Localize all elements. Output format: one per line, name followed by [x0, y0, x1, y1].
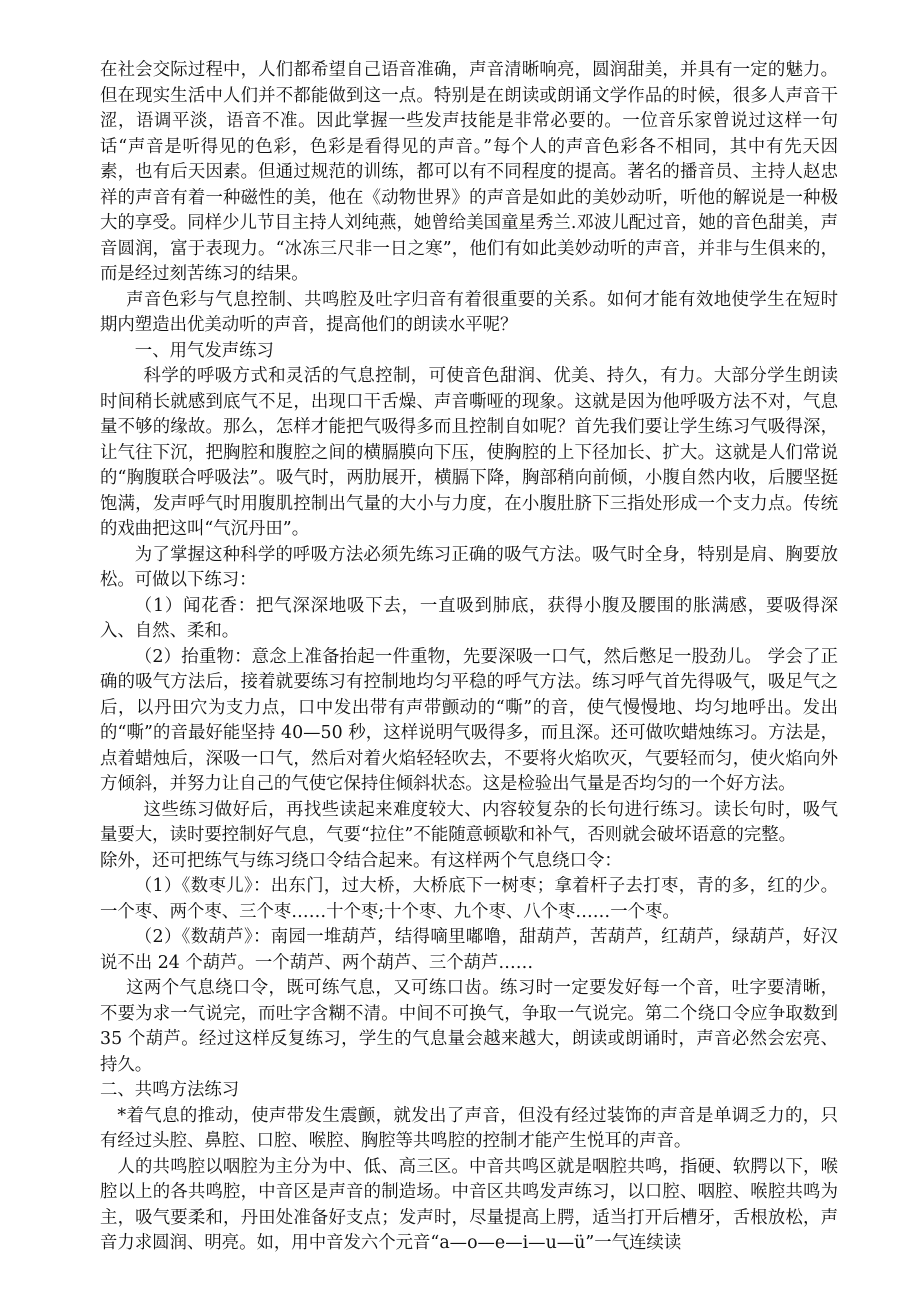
paragraph-long-sentences: 这些练习做好后，再找些读起来难度较大、内容较复杂的长句进行练习。读长句时，吸气量要大，读时要控制好气息，气要“拉住”不能随意顿歇和补气，否则就会破坏语意的完整。: [100, 799, 838, 845]
paragraph-tongue-twister-intro: 除外，还可把练气与练习绕口令结合起来。有这样两个气息绕口令：: [100, 850, 622, 871]
paragraph-tongue-twister-2: （2）《数葫芦》：南园一堆葫芦，结得嘀里嘟噜，甜葫芦，苦葫芦，红葫芦，绿葫芦，好汉说不出 24 个葫芦。一个葫芦、两个葫芦、三个葫芦……: [100, 927, 838, 973]
paragraph-tongue-twister-summary: 这两个气息绕口令，既可练气息，又可练口齿。练习时一定要发好每一个音，吐字要清晰，不要为求一气说完，而吐字含糊不清。中间不可换气，争取一气说完。第二个绕口令应争取数到 35 个葫芦。经过这样反复练习，学生的气息量会越来越大，朗读或朗诵时，声音必然会宏亮、持久。: [100, 978, 838, 1075]
paragraph-breathing-method: 科学的呼吸方式和灵活的气息控制，可使音色甜润、优美、持久，有力。大部分学生朗读时间稍长就感到底气不足，出现口干舌燥、声音嘶哑的现象。这就是因为他呼吸方法不对，气息量不够的缘故。那么，怎样才能把气吸得多而且控制自如呢？首先我们要让学生练习气吸得深，让气往下沉，把胸腔和腹腔之间的横膈膜向下压，使胸腔的上下径加长、扩大。这就是人们常说的“胸腹联合呼吸法”。吸气时，两肋展开，横膈下降，胸部稍向前倾，小腹自然内收，后腰坚挺饱满，发声呼气时用腹肌控制出气量的大小与力度，在小腹肚脐下三指处形成一个支力点。传统的戏曲把这叫“气沉丹田”。: [100, 366, 838, 539]
paragraph-exercise-1: （1）闻花香：把气深深地吸下去，一直吸到肺底，获得小腹及腰围的胀满感，要吸得深入、自然、柔和。: [100, 595, 838, 641]
paragraph-voice-color: 声音色彩与气息控制、共鸣腔及吐字归音有着很重要的关系。如何才能有效地使学生在短时期内塑造出优美动听的声音，提高他们的朗读水平呢？: [100, 289, 838, 335]
paragraph-tongue-twister-1: （1）《数枣儿》：出东门，过大桥，大桥底下一树枣；拿着杆子去打枣，青的多，红的少。一个枣、两个枣、三个枣……十个枣;十个枣、九个枣、八个枣……一个枣。: [100, 876, 838, 922]
paragraph-resonance-intro: *着气息的推动，使声带发生震颤，就发出了声音，但没有经过装饰的声音是单调乏力的，只有经过头腔、鼻腔、口腔、喉腔、胸腔等共鸣腔的控制才能产生悦耳的声音。: [100, 1105, 838, 1151]
section-heading-resonance: 二、共鸣方法练习: [100, 1080, 240, 1100]
paragraph-exercise-2: （2）抬重物：意念上准备抬起一件重物，先要深吸一口气，然后憋足一股劲儿。 学会了正确的吸气方法后，接着就要练习有控制地均匀平稳的呼气方法。练习呼气首先得吸气，吸足气之后，以丹田穴为支力点，口中发出带有声带颤动的“嘶”的音，使气慢慢地、均匀地呼出。发出的“嘶”的音最好能坚持 40—50 秒，这样说明气吸得多，而且深。还可做吹蜡烛练习。方法是，点着蜡烛后，深吸一口气，然后对着火焰轻轻吹去，不要将火焰吹灭，气要轻而匀，使火焰向外方倾斜，并努力让自己的气使它保持住倾斜状态。这是检验出气量是否均匀的一个好方法。: [100, 646, 838, 794]
section-heading-breathing: 一、用气发声练习: [134, 340, 274, 361]
paragraph-intro: 在社会交际过程中，人们都希望自己语音准确，声音清晰响亮，圆润甜美，并具有一定的魅力。但在现实生活中人们并不都能做到这一点。特别是在朗读或朗诵文学作品的时候，很多人声音干涩，语调平淡，语音不准。因此掌握一些发声技能是非常必要的。一位音乐家曾说过这样一句话“声音是听得见的色彩，色彩是看得见的声音。”每个人的声音色彩各不相同，其中有先天因素，也有后天因素。但通过规范的训练，都可以有不同程度的提高。著名的播音员、主持人赵忠祥的声音有着一种磁性的美，他在《动物世界》的声音是如此的美妙动听，听他的解说是一种极大的享受。同样少儿节目主持人刘纯燕，她曾给美国童星秀兰.邓波儿配过音，她的音色甜美，声音圆润，富于表现力。“冰冻三尺非一日之寒”，他们有如此美妙动听的声音，并非与生俱来的，而是经过刻苦练习的结果。: [100, 60, 838, 284]
paragraph-resonance-zones: 人的共鸣腔以咽腔为主分为中、低、高三区。中音共鸣区就是咽腔共鸣，指硬、软腭以下，喉腔以上的各共鸣腔，中音区是声音的制造场。中音区共鸣发声练习，以口腔、咽腔、喉腔共鸣为主，吸气要柔和，丹田处准备好支点；发声时，尽量提高上腭，适当打开后槽牙，舌根放松，声音力求圆润、明亮。如，用中音发六个元音“a—o—e—i—u—ü”一气连续读: [100, 1156, 838, 1253]
paragraph-inhale-practice: 为了掌握这种科学的呼吸方法必须先练习正确的吸气方法。吸气时全身，特别是肩、胸要放松。可做以下练习：: [100, 544, 838, 590]
